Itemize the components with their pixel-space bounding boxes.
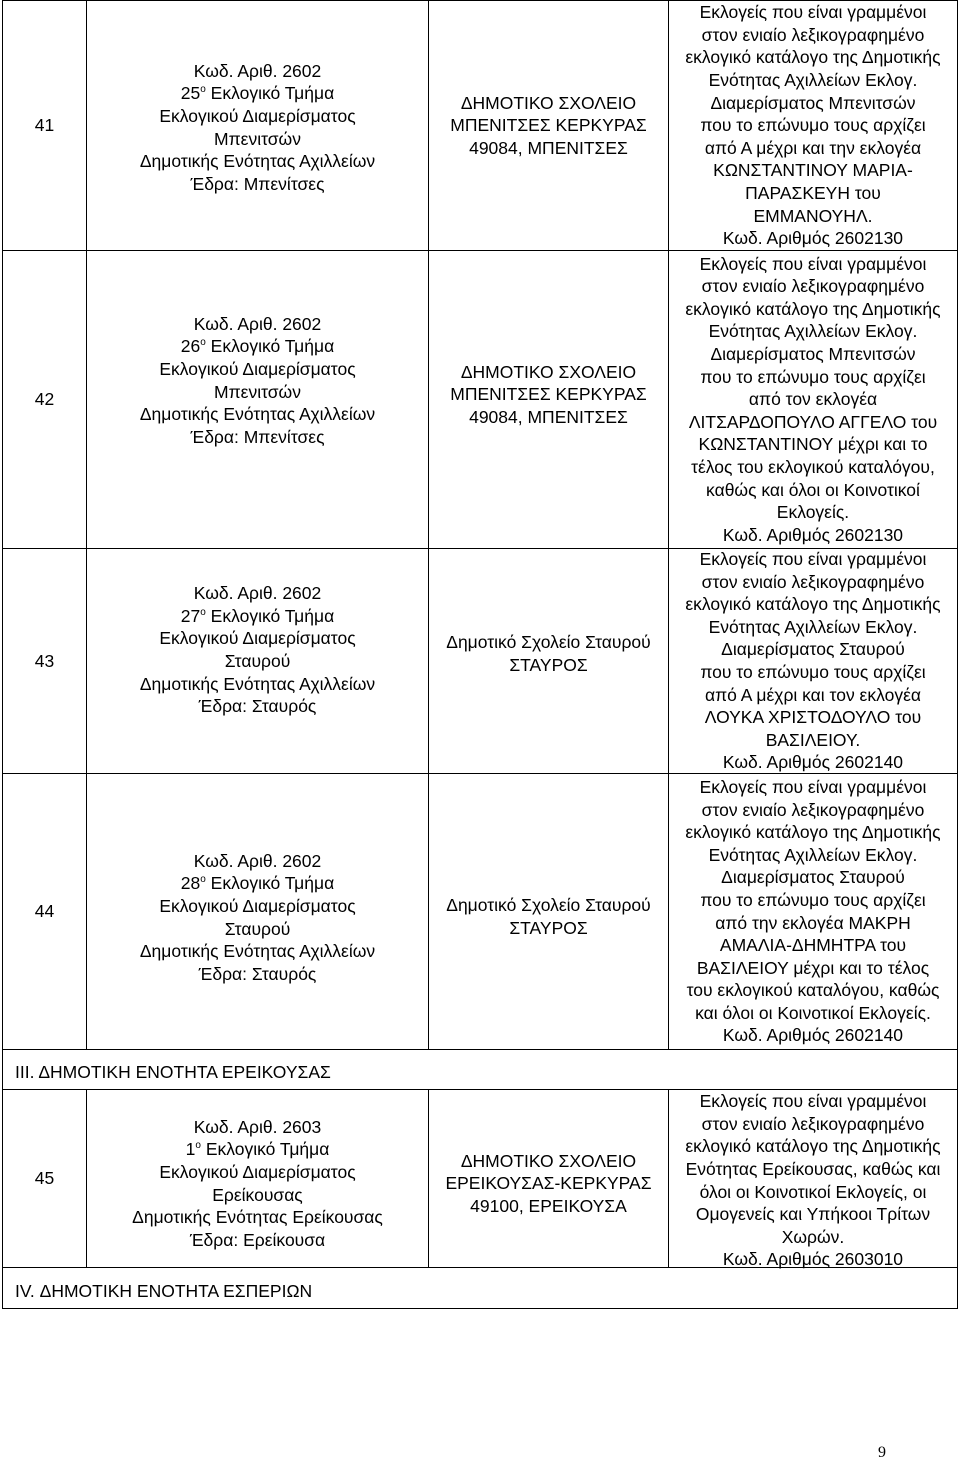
- table-row: [2, 1089, 958, 1270]
- section-heading: IV. ΔΗΜΟΤΙΚΗ ΕΝΟΤΗΤΑ ΕΣΠΕΡΙΩΝ: [15, 1281, 313, 1301]
- row-number-cell: 44: [2, 774, 86, 1049]
- school-cell: Δημοτικό Σχολείο Σταυρού ΣΤΑΥΡΟΣ: [428, 549, 668, 773]
- section-cell: Κωδ. Αριθ. 2602 $27^o$ Εκλογικό Τμήμα Εκλογικού Διαμερίσματος Σταυρού Δημοτικής Ενότητας Αχιλλείων Έδρα: Σταυρός: [86, 549, 428, 773]
- page-number: 9: [878, 1444, 886, 1461]
- section-heading-row: [2, 1267, 958, 1309]
- table-row: [2, 773, 958, 1049]
- section-cell: Κωδ. Αριθ. 2602 $26^o$ Εκλογικό Τμήμα Εκλογικού Διαμερίσματος Μπενιτσών Δημοτικής Ενότητας Αχιλλείων Έδρα: Μπενίτσες: [86, 251, 428, 548]
- row-number-cell: 45: [2, 1090, 86, 1267]
- row-number-cell: 43: [2, 549, 86, 773]
- row-number-cell: 41: [2, 1, 86, 250]
- section-cell: Κωδ. Αριθ. 2602 $25^o$ Εκλογικό Τμήμα Εκλογικού Διαμερίσματος Μπενιτσών Δημοτικής Ενότητας Αχιλλείων Έδρα: Μπενίτσες: [86, 1, 428, 250]
- table-row: [2, 250, 958, 548]
- section-heading: ΙΙΙ. ΔΗΜΟΤΙΚΗ ΕΝΟΤΗΤΑ ΕΡΕΙΚΟΥΣΑΣ: [15, 1062, 331, 1082]
- table-row: [2, 0, 958, 250]
- voters-cell: Εκλογείς που είναι γραμμένοι στον ενιαίο λεξικογραφημένο εκλογικό κατάλογο της Δημοτικής Ενότητας Αχιλλείων Εκλογ. Διαμερίσματος Σταυρού που το επώνυμο τους αρχίζει από την εκλογέα ΜΑΚΡΗ ΑΜΑΛΙΑ-ΔΗΜΗΤΡΑ του ΒΑΣΙΛΕΙΟΥ μέχρι και το τέλος του εκλογικού καταλόγου, καθώς και όλοι οι Κοινοτικοί Εκλογείς. Κωδ. Αριθμός 2602140: [668, 774, 958, 1049]
- section-heading-row: [2, 1049, 958, 1089]
- voters-cell: Εκλογείς που είναι γραμμένοι στον ενιαίο λεξικογραφημένο εκλογικό κατάλογο της Δημοτικής Ενότητας Αχιλλείων Εκλογ. Διαμερίσματος Μπενιτσών που το επώνυμο τους αρχίζει από Α μέχρι και την εκλογέα ΚΩΝΣΤΑΝΤΙΝΟΥ ΜΑΡΙΑ- ΠΑΡΑΣΚΕΥΗ του ΕΜΜΑΝΟΥΗΛ. Κωδ. Αριθμός 2602130: [668, 1, 958, 250]
- voters-cell: Εκλογείς που είναι γραμμένοι στον ενιαίο λεξικογραφημένο εκλογικό κατάλογο της Δημοτικής Ενότητας Αχιλλείων Εκλογ. Διαμερίσματος Σταυρού που το επώνυμο τους αρχίζει από Α μέχρι και τον εκλογέα ΛΟΥΚΑ ΧΡΙΣΤΟΔΟΥΛΟ του ΒΑΣΙΛΕΙΟΥ. Κωδ. Αριθμός 2602140: [668, 549, 958, 773]
- voters-cell: Εκλογείς που είναι γραμμένοι στον ενιαίο λεξικογραφημένο εκλογικό κατάλογο της Δημοτικής Ενότητας Αχιλλείων Εκλογ. Διαμερίσματος Μπενιτσών που το επώνυμο τους αρχίζει από τον εκλογέα ΛΙΤΣΑΡΔΟΠΟΥΛΟ ΑΓΓΕΛΟ του ΚΩΝΣΤΑΝΤΙΝΟΥ μέχρι και το τέλος του εκλογικού καταλόγου, καθώς και όλοι οι Κοινοτικοί Εκλογείς. Κωδ. Αριθμός 2602130: [668, 251, 958, 548]
- voters-cell: Εκλογείς που είναι γραμμένοι στον ενιαίο λεξικογραφημένο εκλογικό κατάλογο της Δημοτικής Ενότητας Ερείκουσας, καθώς και όλοι οι Κοινοτικοί Εκλογείς, οι Ομογενείς και Υπήκοοι Τρίτων Χωρών. Κωδ. Αριθμός 2603010: [668, 1090, 958, 1267]
- school-cell: ΔΗΜΟΤΙΚΟ ΣΧΟΛΕΙΟ ΜΠΕΝΙΤΣΕΣ ΚΕΡΚΥΡΑΣ 49084, ΜΠΕΝΙΤΣΕΣ: [428, 251, 668, 548]
- section-cell: Κωδ. Αριθ. 2603 $1^o$ Εκλογικό Τμήμα Εκλογικού Διαμερίσματος Ερείκουσας Δημοτικής Ενότητας Ερείκουσας Έδρα: Ερείκουσα: [86, 1090, 428, 1267]
- school-cell: ΔΗΜΟΤΙΚΟ ΣΧΟΛΕΙΟ ΜΠΕΝΙΤΣΕΣ ΚΕΡΚΥΡΑΣ 49084, ΜΠΕΝΙΤΣΕΣ: [428, 1, 668, 250]
- row-number-cell: 42: [2, 251, 86, 548]
- table-row: [2, 548, 958, 773]
- section-cell: Κωδ. Αριθ. 2602 $28^o$ Εκλογικό Τμήμα Εκλογικού Διαμερίσματος Σταυρού Δημοτικής Ενότητας Αχιλλείων Έδρα: Σταυρός: [86, 774, 428, 1049]
- school-cell: ΔΗΜΟΤΙΚΟ ΣΧΟΛΕΙΟ ΕΡΕΙΚΟΥΣΑΣ-ΚΕΡΚΥΡΑΣ 49100, ΕΡΕΙΚΟΥΣΑ: [428, 1090, 668, 1267]
- school-cell: Δημοτικό Σχολείο Σταυρού ΣΤΑΥΡΟΣ: [428, 774, 668, 1049]
